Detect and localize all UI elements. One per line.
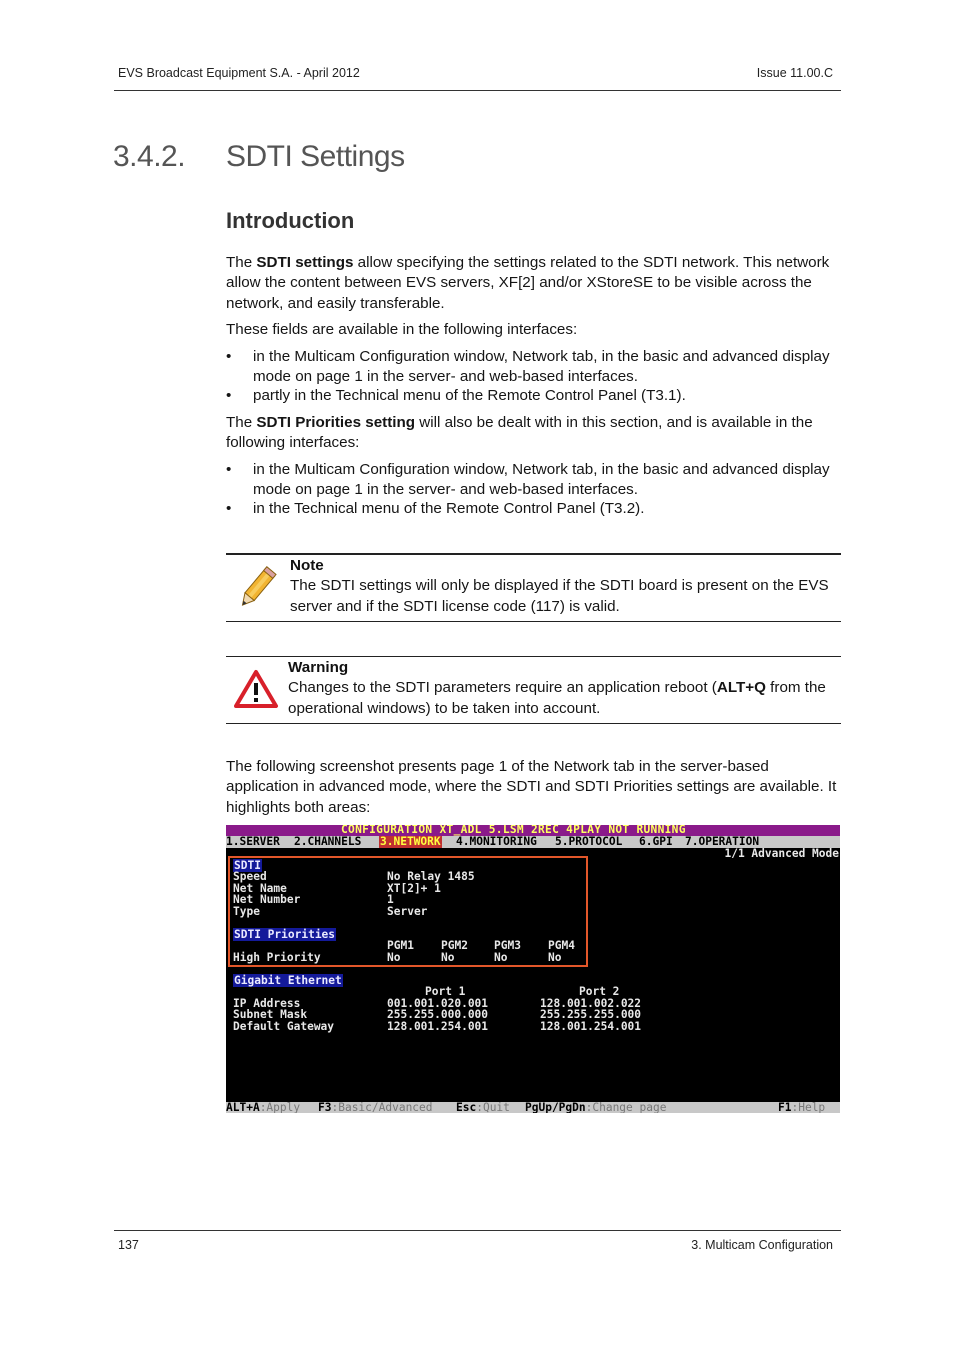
shortcut-change-page[interactable]: PgUp/PgDn:Change page [525,1101,667,1113]
tab-protocol[interactable]: 5.PROTOCOL [555,835,623,848]
priority-col-pgm4: PGM4 [548,939,575,952]
priorities-paragraph: The SDTI Priorities setting will also be dealt with in this section, and is available in the following interfaces: [226,414,813,452]
sdti-label-net-name: Net Name [233,882,287,895]
shortcut-apply[interactable]: ALT+A:Apply [226,1101,301,1113]
port1-header: Port 1 [425,985,466,998]
tab-gpi[interactable]: 6.GPI [639,835,673,848]
intro-paragraph: The SDTI settings allow specifying the settings related to the SDTI network. This network allow the content between EVS servers, XF[2] and/or XStoreSE to be visible across the network, and easily transferable. [226,254,830,312]
priority-value-pgm3[interactable]: No [494,951,508,964]
note-bottom-rule [226,621,841,622]
section-number: 3.4.2. [113,140,186,173]
sdti-label-type: Type [233,905,260,918]
interfaces-paragraph: These fields are available in the following interfaces: [226,321,578,338]
pencil-icon [232,565,280,613]
tab-operation[interactable]: 7.OPERATION [685,835,760,848]
running-header-left: EVS Broadcast Equipment S.A. - April 2012 [118,66,360,80]
shortcut-help[interactable]: F1:Help [778,1101,826,1113]
sdti-value-speed[interactable]: No Relay 1485 [387,870,475,883]
subheading-introduction: Introduction [226,208,355,233]
screenshot-intro-paragraph: The following screenshot presents page 1 of the Network tab in the server-based application in advanced mode, where the SDTI and SDTI Priorities settings are available. It highlights both areas: [226,758,837,816]
sdti-heading: SDTI [234,859,261,872]
footer-divider [114,1230,841,1231]
header-divider [114,90,841,91]
default-gateway-port1[interactable]: 128.001.254.001 [387,1020,489,1033]
network-tab-screenshot [226,825,840,1113]
note-top-rule [226,553,841,555]
priority-col-pgm1: PGM1 [387,939,414,952]
note-title: Note [290,557,324,574]
warning-text: Changes to the SDTI parameters require an application reboot (ALT+Q from the operational windows) to be taken into account. [288,679,826,717]
warning-title: Warning [288,659,349,676]
sdti-value-net-number[interactable]: 1 [387,893,394,906]
tab-monitoring[interactable]: 4.MONITORING [456,835,537,848]
ip-address-port1[interactable]: 001.001.020.001 [387,997,489,1010]
note-text: The SDTI settings will only be displayed if the SDTI board is present on the EVS server and if the SDTI license code (117) is valid. [290,577,829,615]
shortcut-basic-advanced[interactable]: F3:Basic/Advanced [318,1101,433,1113]
warning-bottom-rule [226,723,841,724]
sdti-value-type[interactable]: Server [387,905,428,918]
warning-top-rule [226,656,841,657]
section-title: SDTI Settings [226,140,405,173]
ip-address-port2[interactable]: 128.001.002.022 [540,997,642,1010]
tab-channels[interactable]: 2.CHANNELS [294,835,362,848]
tab-server[interactable]: 1.SERVER [226,835,280,848]
sdti-label-net-number: Net Number [233,893,301,906]
terminal-title: CONFIGURATION XT_ADL 5.LSM 2REC 4PLAY NOT RUNNING [341,825,686,836]
gigabit-heading: Gigabit Ethernet [234,974,342,987]
priority-value-pgm1[interactable]: No [387,951,401,964]
sdti-highlight-frame [228,856,588,967]
shortcut-quit[interactable]: Esc:Quit [456,1101,510,1113]
priority-value-pgm2[interactable]: No [441,951,455,964]
default-gateway-port2[interactable]: 128.001.254.001 [540,1020,642,1033]
tab-network[interactable]: 3.NETWORK [380,835,441,848]
chapter-name: 3. Multicam Configuration [691,1238,833,1252]
subnet-mask-port2[interactable]: 255.255.255.000 [540,1008,642,1021]
sdti-value-net-name[interactable]: XT[2]+ 1 [387,882,441,895]
function-key-bar [226,1102,840,1113]
running-header-right: Issue 11.00.C [756,66,833,80]
priority-col-pgm3: PGM3 [494,939,521,952]
warning-triangle-icon [233,669,279,709]
port2-header: Port 2 [579,985,620,998]
sdti-label-speed: Speed [233,870,267,883]
priority-col-pgm2: PGM2 [441,939,468,952]
page-number: 137 [118,1238,139,1252]
subnet-mask-label: Subnet Mask [233,1008,308,1021]
priority-value-pgm4[interactable]: No [548,951,562,964]
default-gateway-label: Default Gateway [233,1020,335,1033]
subnet-mask-port1[interactable]: 255.255.000.000 [387,1008,489,1021]
page-mode-indicator: 1/1 Advanced Mode [724,847,839,860]
sdti-priorities-heading: SDTI Priorities [234,928,336,941]
high-priority-label: High Priority [233,951,321,964]
ip-address-label: IP Address [233,997,301,1010]
